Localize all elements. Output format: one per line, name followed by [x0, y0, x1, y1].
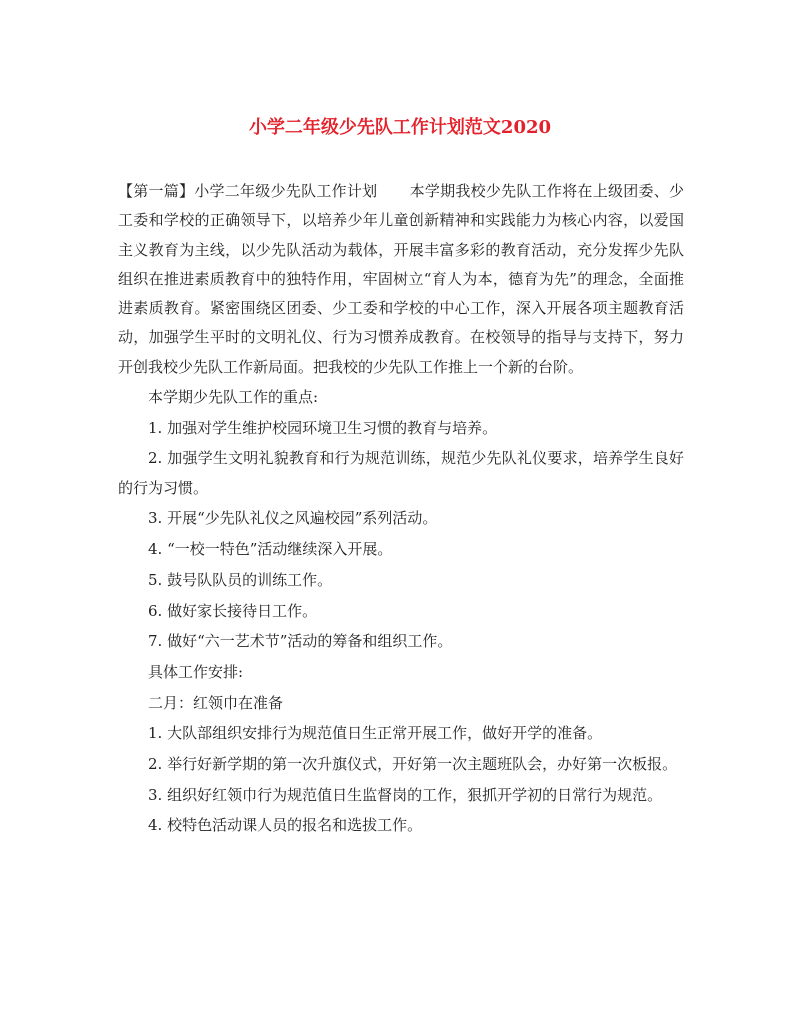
paragraph-month-february: 二月：红领巾在准备 [148, 693, 284, 712]
paragraph-focus-item-3: 3. 开展“少先队礼仪之风遍校园”系列活动。 [148, 509, 438, 528]
paragraph-focus-item-7: 7. 做好“六一艺术节”活动的筹备和组织工作。 [148, 632, 453, 651]
paragraph-focus-item-5: 5. 鼓号队队员的训练工作。 [148, 570, 333, 589]
paragraph-february-item-4: 4. 校特色活动课人员的报名和选拔工作。 [148, 816, 423, 835]
intro-heading: 【第一篇】小学二年级少先队工作计划 [118, 182, 378, 200]
paragraph-focus-item-1: 1. 加强对学生维护校园环境卫生习惯的教育与培养。 [148, 418, 498, 437]
paragraph-february-item-1: 1. 大队部组织安排行为规范值日生正常开展工作，做好开学的准备。 [148, 724, 603, 743]
document-title: 小学二年级少先队工作计划范文2020 [248, 117, 552, 138]
intro-text: 本学期我校少先队工作将在上级团委、少工委和学校的正确领导下，以培养少年儿童创新精神和实践能力为核心内容，以爱国主义教育为主线，以少先队活动为载体，开展丰富多彩的教育活动，充分发挥少先队组织在推进素质教育中的独特作用，牢固树立“育人为本，德育为先”的理念，全面推进素质教育。紧密围绕区团委、少工委和学校的中心工作，深入开展各项主题教育活动，加强学生平时的文明礼仪、行为习惯养成教育。在校领导的指导与支持下，努力开创我校少先队工作新局面。把我校的少先队工作推上一个新的台阶。 [118, 182, 684, 376]
paragraph-focus-item-2: 2. 加强学生文明礼貌教育和行为规范训练，规范少先队礼仪要求，培养学生良好的行为习惯。 [118, 449, 684, 497]
paragraph-schedule-heading: 具体工作安排: [148, 662, 244, 681]
intro-paragraph [118, 177, 684, 382]
paragraph-february-item-2: 2. 举行好新学期的第一次升旗仪式，开好第一次主题班队会，办好第一次板报。 [148, 754, 678, 773]
paragraph-focus-heading: 本学期少先队工作的重点: [148, 388, 319, 407]
paragraph-focus-item-6: 6. 做好家长接待日工作。 [148, 601, 318, 620]
paragraph-february-item-3: 3. 组织好红领巾行为规范值日生监督岗的工作，狠抓开学初的日常行为规范。 [148, 785, 663, 804]
document-body [118, 177, 684, 842]
paragraph-focus-item-4: 4. “一校一特色”活动继续深入开展。 [148, 540, 393, 559]
